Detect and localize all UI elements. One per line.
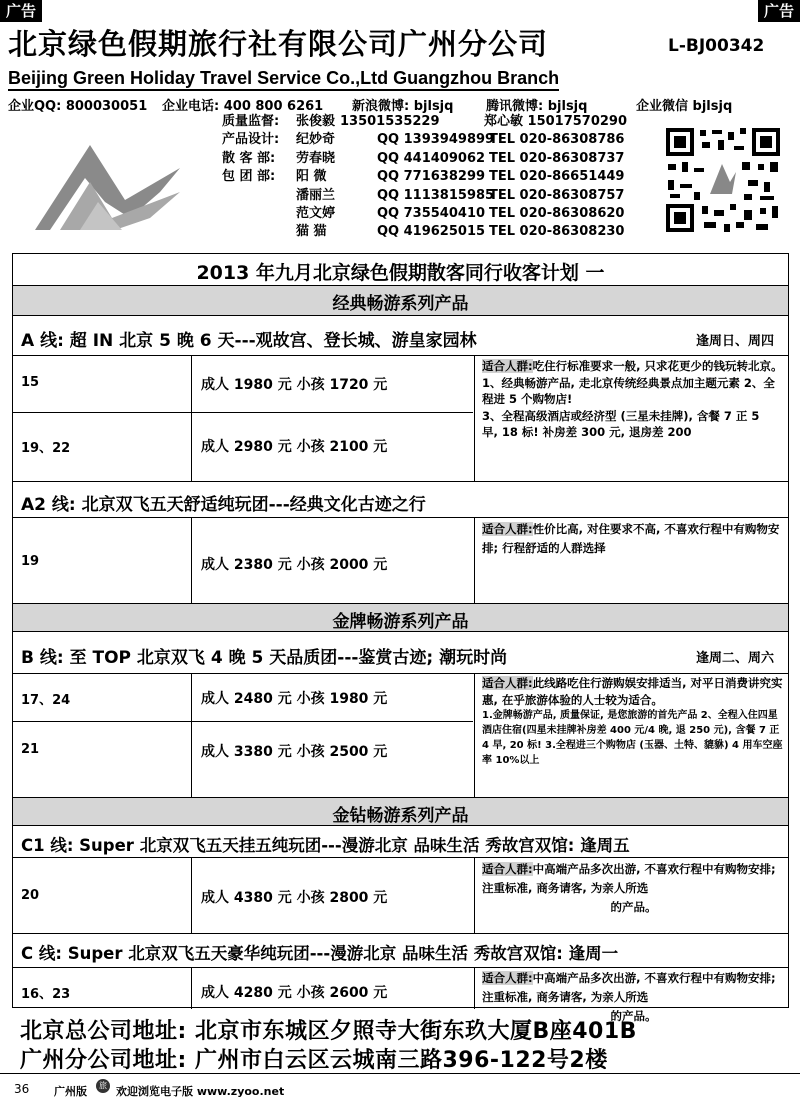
staff-role: 产品设计: bbox=[222, 132, 280, 148]
note-line: 吃住行标准要求一般, 只求花更少的钱玩转北京。 bbox=[532, 359, 783, 373]
route-c-price: 成人 4280 元 小孩 2600 元 bbox=[201, 985, 388, 1001]
route-a2-date: 19 bbox=[21, 554, 40, 569]
staff-role: 质量监督: bbox=[222, 114, 280, 129]
beijing-address: 北京总公司地址: 北京市东城区夕照寺大街东玖大厦B座401B bbox=[20, 1019, 637, 1044]
route-b-date: 21 bbox=[21, 742, 40, 757]
staff-role: 散 客 部: bbox=[222, 150, 276, 166]
company-name-en: Beijing Green Holiday Travel Service Co.,Ltd Guangzhou Branch bbox=[8, 67, 559, 91]
route-a-title: A 线: 超 IN 北京 5 晚 6 天---观故宫、登长城、游皇家园林 bbox=[21, 331, 477, 351]
staff-tel: TEL 020-86308737 bbox=[489, 150, 625, 166]
enterprise-qq: 企业QQ: 800030051 bbox=[8, 99, 148, 114]
enterprise-phone: 企业电话: 400 800 6261 bbox=[162, 99, 324, 114]
staff-row bbox=[222, 131, 625, 149]
route-a-price: 成人 2980 元 小孩 2100 元 bbox=[201, 439, 388, 455]
note-line: 早, 18 标! 补房差 300 元, 退房差 200 bbox=[482, 425, 692, 439]
staff-name: 张俊毅 bbox=[296, 114, 336, 129]
staff-role: 包 团 部: bbox=[222, 169, 276, 185]
staff-row bbox=[222, 168, 625, 186]
staff-tel: TEL 020-86308786 bbox=[489, 132, 625, 148]
route-a-date: 15 bbox=[21, 375, 40, 390]
staff-qq: QQ 735540410 bbox=[377, 205, 486, 221]
route-a2-title: A2 线: 北京双飞五天舒适纯玩团---经典文化古迹之行 bbox=[21, 495, 426, 515]
note-line: 3、全程高级酒店或经济型 (三星未挂牌), 含餐 7 正 5 bbox=[482, 408, 760, 423]
edition-label: 广州版 bbox=[54, 1085, 87, 1098]
enterprise-wechat: 企业微信 bjlsjq bbox=[636, 99, 733, 114]
travel-emblem-icon: 旅 bbox=[96, 1079, 110, 1093]
tencent-weibo: 腾讯微博: bjlsjq bbox=[486, 99, 588, 114]
note-line: 的产品。 bbox=[610, 900, 657, 914]
route-a-date: 19、22 bbox=[21, 441, 71, 456]
staff-qq: QQ 419625015 bbox=[377, 224, 486, 240]
guangzhou-address: 广州分公司地址: 广州市白云区云城南三路396-122号2楼 bbox=[20, 1048, 608, 1073]
note-line: 中高端产品多次出游, 不喜欢行程中有购物安排; 注重标准, 商务请客, 为亲人所选 bbox=[482, 862, 776, 895]
staff-phone: 13501535229 bbox=[340, 114, 440, 129]
route-c1-price: 成人 4380 元 小孩 2800 元 bbox=[201, 890, 388, 906]
note-line: 性价比高, 对住要求不高, 不喜欢行程中有购物安排; 行程舒适的人群选择 bbox=[482, 522, 780, 555]
route-b-price: 成人 2480 元 小孩 1980 元 bbox=[201, 691, 388, 707]
route-a2-note bbox=[482, 520, 785, 558]
ad-label-left: 广告 bbox=[0, 0, 42, 22]
ad-label-right: 广告 bbox=[758, 0, 800, 22]
route-a2-price: 成人 2380 元 小孩 2000 元 bbox=[201, 557, 388, 573]
route-b-date: 17、24 bbox=[21, 693, 71, 708]
staff-tel: TEL 020-86308757 bbox=[489, 187, 625, 203]
staff-name: 阳 微 bbox=[296, 169, 327, 185]
route-a-note bbox=[482, 358, 785, 441]
staff-row bbox=[222, 223, 625, 241]
route-c-title: C 线: Super 北京双飞五天豪华纯玩团---漫游北京 品味生活 秀故宫双馆: 逢周一 bbox=[21, 944, 619, 963]
plan-title: 2013 年九月北京绿色假期散客同行收客计划 一 bbox=[196, 262, 605, 284]
staff-row bbox=[222, 187, 625, 205]
staff-row-quality bbox=[222, 113, 628, 131]
staff-tel: TEL 020-86651449 bbox=[489, 169, 625, 185]
staff-extra: 郑心敏 15017570290 bbox=[484, 114, 628, 129]
route-b-note bbox=[482, 675, 785, 768]
route-c1-date: 20 bbox=[21, 888, 40, 903]
route-b-schedule: 逢周二、周六 bbox=[695, 651, 774, 666]
company-name-cn: 北京绿色假期旅行社有限公司广州分公司 bbox=[8, 27, 549, 61]
note-label: 适合人群: bbox=[482, 522, 533, 536]
browse-link[interactable]: 欢迎浏览电子版 www.zyoo.net bbox=[116, 1085, 285, 1098]
schedule-table bbox=[12, 253, 789, 1023]
staff-name: 潘丽兰 bbox=[296, 187, 336, 203]
series-classic: 经典畅游系列产品 bbox=[332, 294, 469, 314]
staff-list bbox=[222, 113, 628, 242]
qr-code-icon bbox=[664, 126, 782, 234]
route-b-price: 成人 3380 元 小孩 2500 元 bbox=[201, 744, 388, 760]
note-label: 适合人群: bbox=[482, 359, 533, 373]
route-a-price: 成人 1980 元 小孩 1720 元 bbox=[201, 377, 388, 393]
note-line: 的产品。 bbox=[610, 1009, 657, 1023]
staff-name: 劳春晓 bbox=[296, 150, 336, 166]
staff-tel: TEL 020-86308230 bbox=[489, 224, 625, 240]
page-footer bbox=[0, 1073, 800, 1098]
note-label: 适合人群: bbox=[482, 676, 533, 690]
route-a-schedule: 逢周日、周四 bbox=[695, 334, 774, 349]
staff-row bbox=[222, 150, 625, 168]
note-line: 1、经典畅游产品, 走北京传统经典景点加主题元素 2、全程进 5 个购物店! bbox=[482, 375, 775, 406]
series-gold: 金牌畅游系列产品 bbox=[332, 612, 469, 632]
route-c1-note bbox=[482, 860, 785, 917]
note-line: 1.金牌畅游产品, 质量保证, 是您旅游的首先产品 2、全程入住四星酒店住宿(四星未挂牌补房差 400 元/4 晚, 退 250 元), 含餐 7 正 4 早, 20 标! 3.全程进三个购物店 (玉器、土特、貔貅) 4 用车空座率 10%以上 bbox=[482, 710, 783, 766]
company-logo-icon bbox=[30, 130, 200, 235]
note-label: 适合人群: bbox=[482, 862, 533, 876]
note-line: 中高端产品多次出游, 不喜欢行程中有购物安排; 注重标准, 商务请客, 为亲人所选 bbox=[482, 971, 776, 1004]
staff-name: 猫 猫 bbox=[296, 224, 327, 240]
staff-qq: QQ 1393949899 bbox=[377, 132, 495, 148]
staff-tel: TEL 020-86308620 bbox=[489, 205, 625, 221]
note-line: 此线路吃住行游购娱安排适当, 对平日消费讲究实惠, 在乎旅游体验的人士较为适合。 bbox=[482, 676, 783, 707]
route-c-date: 16、23 bbox=[21, 987, 71, 1002]
note-label: 适合人群: bbox=[482, 971, 533, 985]
route-c1-title: C1 线: Super 北京双飞五天挂五纯玩团---漫游北京 品味生活 秀故宫双馆: 逢周五 bbox=[21, 836, 630, 855]
staff-name: 范文婷 bbox=[296, 205, 336, 221]
staff-qq: QQ 1113815985 bbox=[377, 187, 495, 203]
page-number: 36 bbox=[14, 1082, 30, 1096]
route-b-title: B 线: 至 TOP 北京双飞 4 晚 5 天品质团---鉴赏古迹; 潮玩时尚 bbox=[21, 648, 508, 668]
staff-row bbox=[222, 205, 625, 223]
staff-qq: QQ 771638299 bbox=[377, 169, 486, 185]
staff-name: 纪妙奇 bbox=[296, 132, 336, 148]
license-number: L-BJ00342 bbox=[668, 36, 765, 56]
series-diamond: 金钻畅游系列产品 bbox=[332, 806, 469, 826]
sina-weibo: 新浪微博: bjlsjq bbox=[352, 99, 454, 114]
staff-qq: QQ 441409062 bbox=[377, 150, 486, 166]
